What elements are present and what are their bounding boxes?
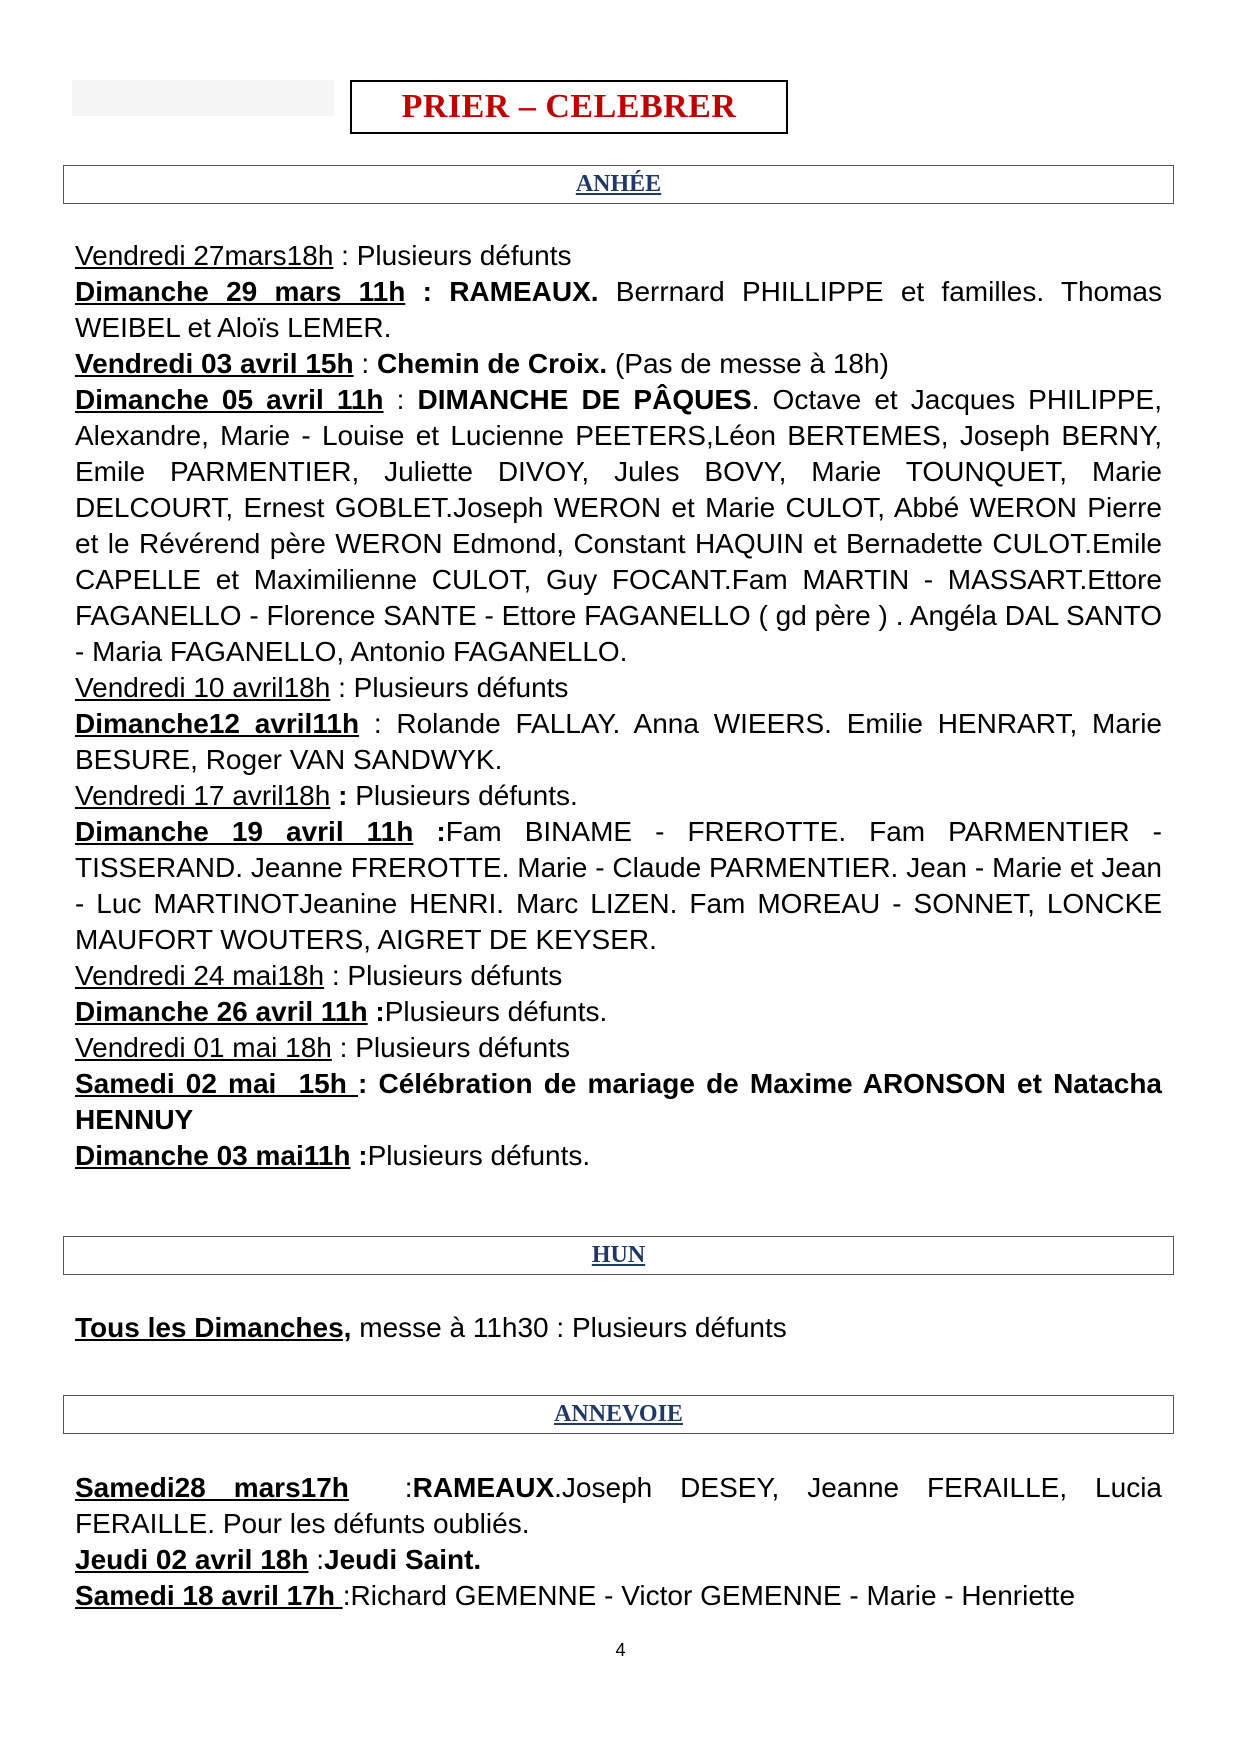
entry-text: Richard GEMENNE - Victor GEMENNE - Marie - Henriette [350,1580,1076,1611]
entry-text: Plusieurs défunts [356,240,572,271]
entry-text: . Octave et Jacques PHILIPPE, Alexandre, Marie - Louise et Lucienne PEETERS,Léon BERTEMES, Joseph BERNY, Emile PARMENTIER, Juliette DIVOY, Jules BOVY, Marie TOUNQUET, Marie DELCOURT, Ernest GOBLET.Joseph WERON et Marie CULOT, Abbé WERON Pierre et le Révérend père WERON Edmond, Constant HAQUIN et Bernadette CULOT.Emile CAPELLE et Maximilienne CULOT, Guy FOCANT.Fam MARTIN - MASSART.Ettore FAGANELLO - Florence SANTE - Ettore FAGANELLO ( gd père ) . Angéla DAL SANTO - Maria FAGANELLO, Antonio FAGANELLO. [75,384,1162,667]
entry-highlight: Jeudi Saint. [324,1544,482,1575]
entry-date: Dimanche 03 mai11h [75,1140,351,1171]
entry-date: Dimanche 26 avril 11h [75,996,368,1027]
entry-date: Dimanche 05 avril 11h [75,384,384,415]
schedule-entry [75,382,1162,670]
section-header-annevoie [63,1395,1174,1434]
entry-date: Vendredi 03 avril 15h [75,348,354,379]
entry-date: Samedi 18 avril 17h [75,1580,343,1611]
entry-separator: : [367,996,385,1027]
entry-separator: : [324,960,348,991]
section-header-anhee [63,165,1174,204]
entry-date: Jeudi 02 avril 18h [75,1544,309,1575]
entry-separator: : [333,240,357,271]
entry-separator: : [330,780,356,811]
entry-separator: : [330,672,354,703]
entry-date: Vendredi 01 mai 18h [75,1032,332,1063]
entry-separator: : [413,816,446,847]
header-placeholder-block [72,80,334,116]
entry-date: Samedi 02 mai 15h [75,1068,359,1099]
entry-date: Vendredi 10 avril18h [75,672,331,703]
schedule-entry [75,346,1162,382]
schedule-entry [75,778,1162,814]
entry-date: Tous les Dimanches, [75,1312,352,1343]
entry-separator: : [350,1140,368,1171]
schedule-entry [75,1310,1162,1346]
entry-text: .Joseph DESEY, Jeanne FERAILLE, Lucia FERAILLE. Pour les défunts oubliés. [75,1472,1162,1539]
entry-text: Rolande FALLAY. Anna WIEERS. Emilie HENRART, Marie BESURE, Roger VAN SANDWYK. [75,708,1163,775]
section-content-anhee [75,238,1162,1174]
section-title: ANHÉE [575,171,662,197]
entry-separator: : [308,1544,325,1575]
entry-separator: : [358,1068,379,1099]
entry-text: Plusieurs défunts. [384,996,608,1027]
entry-date: Dimanche 19 avril 11h [75,816,414,847]
entry-separator: : [353,348,377,379]
schedule-entry [75,1542,1162,1578]
entry-highlight: RAMEAUX. [449,276,599,307]
entry-date: Vendredi 24 mai18h [75,960,325,991]
entry-separator: : [342,1580,351,1611]
schedule-entry [75,994,1162,1030]
schedule-entry [75,1030,1162,1066]
schedule-entry [75,1470,1162,1542]
entry-text: Plusieurs défunts. [367,1140,591,1171]
page-title-box [350,80,788,134]
schedule-entry [75,1578,1162,1614]
schedule-entry [75,238,1162,274]
schedule-entry [75,274,1162,346]
section-header-hun [63,1236,1174,1275]
schedule-entry [75,814,1162,958]
entry-text: Plusieurs défunts. [355,780,578,811]
entry-text: Plusieurs défunts [347,960,563,991]
entry-text: Berrnard PHILLIPPE et familles. Thomas WEIBEL et Aloïs LEMER. [75,276,1163,343]
entry-separator: : [383,384,418,415]
entry-text: Fam BINAME - FREROTTE. Fam PARMENTIER - TISSERAND. Jeanne FREROTTE. Marie - Claude PARMENTIER. Jean - Marie et Jean - Luc MARTINOTJeanine HENRI. Marc LIZEN. Fam MOREAU - SONNET, LONCKE MAUFORT WOUTERS, AIGRET DE KEYSER. [75,816,1162,955]
entry-date: Samedi28 mars17h [75,1472,349,1503]
entry-separator: : [359,708,397,739]
entry-text: Plusieurs défunts [353,672,569,703]
section-title: ANNEVOIE [554,1401,683,1427]
entry-highlight: Chemin de Croix. [376,348,608,379]
section-content-annevoie [75,1470,1162,1614]
section-content-hun [75,1310,1162,1346]
schedule-entry [75,1138,1162,1174]
entry-text: messe à 11h30 : Plusieurs défunts [359,1312,787,1343]
schedule-entry [75,958,1162,994]
entry-date: Dimanche12 avril11h [75,708,360,739]
entry-text: (Pas de messe à 18h) [607,348,889,379]
entry-highlight: Célébration de mariage de Maxime ARONSON et Natacha HENNUY [75,1068,1163,1135]
entry-date: Vendredi 27mars18h [75,240,334,271]
entry-text: Plusieurs défunts [355,1032,570,1063]
schedule-entry [75,670,1162,706]
entry-highlight: RAMEAUX [412,1472,555,1503]
page-title: PRIER – CELEBRER [401,88,737,125]
schedule-entry [75,1066,1162,1138]
entry-separator: : [331,1032,356,1063]
entry-date: Dimanche 29 mars 11h [75,276,406,307]
section-title: HUN [591,1242,646,1268]
entry-highlight: DIMANCHE DE PÂQUES [417,384,752,415]
entry-separator: : [405,276,450,307]
schedule-entry [75,706,1162,778]
entry-date: Vendredi 17 avril18h [75,780,331,811]
page-number: 4 [615,1640,626,1660]
entry-separator: : [348,1472,413,1503]
